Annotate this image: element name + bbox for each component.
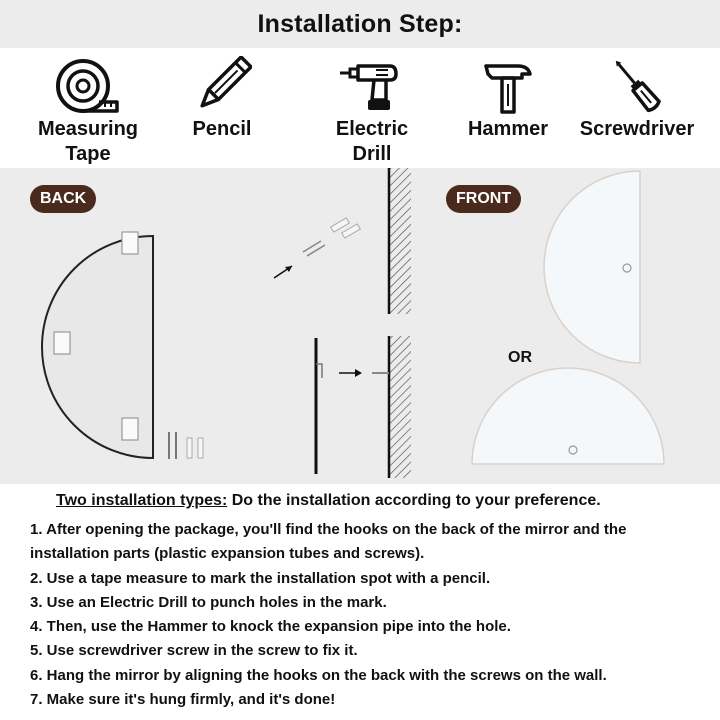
hammer-icon	[478, 56, 538, 116]
pencil-icon	[192, 56, 252, 116]
tool-electric-drill	[302, 56, 442, 166]
instructions	[0, 484, 720, 720]
intro-rest: Do the installation according to your preference.	[227, 492, 601, 509]
or-label: OR	[508, 349, 532, 366]
installation-diagram	[0, 168, 720, 484]
tool-label-line-1: Measuring	[37, 118, 139, 140]
step-item: 1. After opening the package, you'll find the hooks on the back of the mirror and the installation parts (plastic expansion tubes and screws).	[30, 521, 627, 563]
step-item: 3. Use an Electric Drill to punch holes in the mark.	[30, 593, 387, 611]
step-item: 6. Hang the mirror by aligning the hooks on the back with the screws on the wall.	[30, 666, 607, 684]
intro-lead: Two installation types:	[56, 492, 228, 509]
tool-screwdriver	[567, 56, 707, 141]
step-item: 2. Use a tape measure to mark the installation spot with a pencil.	[30, 569, 491, 587]
mirror-front-option-1	[544, 171, 640, 363]
diagram-drawing	[0, 168, 720, 484]
measuring-tape-icon	[53, 56, 123, 116]
electric-drill-icon	[340, 56, 404, 116]
steps-list	[30, 518, 702, 712]
tool-measuring-tape	[18, 56, 158, 166]
screwdriver-icon	[607, 56, 667, 116]
title-bar	[0, 0, 720, 48]
tool-label-line-1: Electric	[335, 118, 409, 140]
mirror-back-view	[42, 232, 153, 458]
intro-line	[56, 492, 601, 510]
tool-label-line-1: Screwdriver	[579, 118, 695, 140]
front-badge: FRONT	[446, 185, 521, 213]
back-badge: BACK	[30, 185, 96, 213]
tool-label-line-2: Drill	[352, 143, 392, 165]
screws-and-anchors	[169, 432, 203, 459]
step-item: 5. Use screwdriver screw in the screw to fix it.	[30, 642, 358, 660]
step-item: 4. Then, use the Hammer to knock the expansion pipe into the hole.	[30, 618, 511, 636]
tools-row	[0, 48, 720, 168]
tool-label-line-1: Pencil	[192, 118, 252, 140]
tool-label-line-2: Tape	[65, 143, 111, 165]
tool-pencil	[152, 56, 292, 141]
wall-upper	[274, 168, 411, 314]
mirror-front-option-2	[472, 368, 664, 464]
page-title: Installation Step:	[257, 9, 463, 38]
tool-label-line-1: Hammer	[467, 118, 549, 140]
wall-lower	[316, 336, 411, 478]
tool-hammer	[438, 56, 578, 141]
step-item: 7. Make sure it's hung firmly, and it's done!	[30, 691, 336, 709]
